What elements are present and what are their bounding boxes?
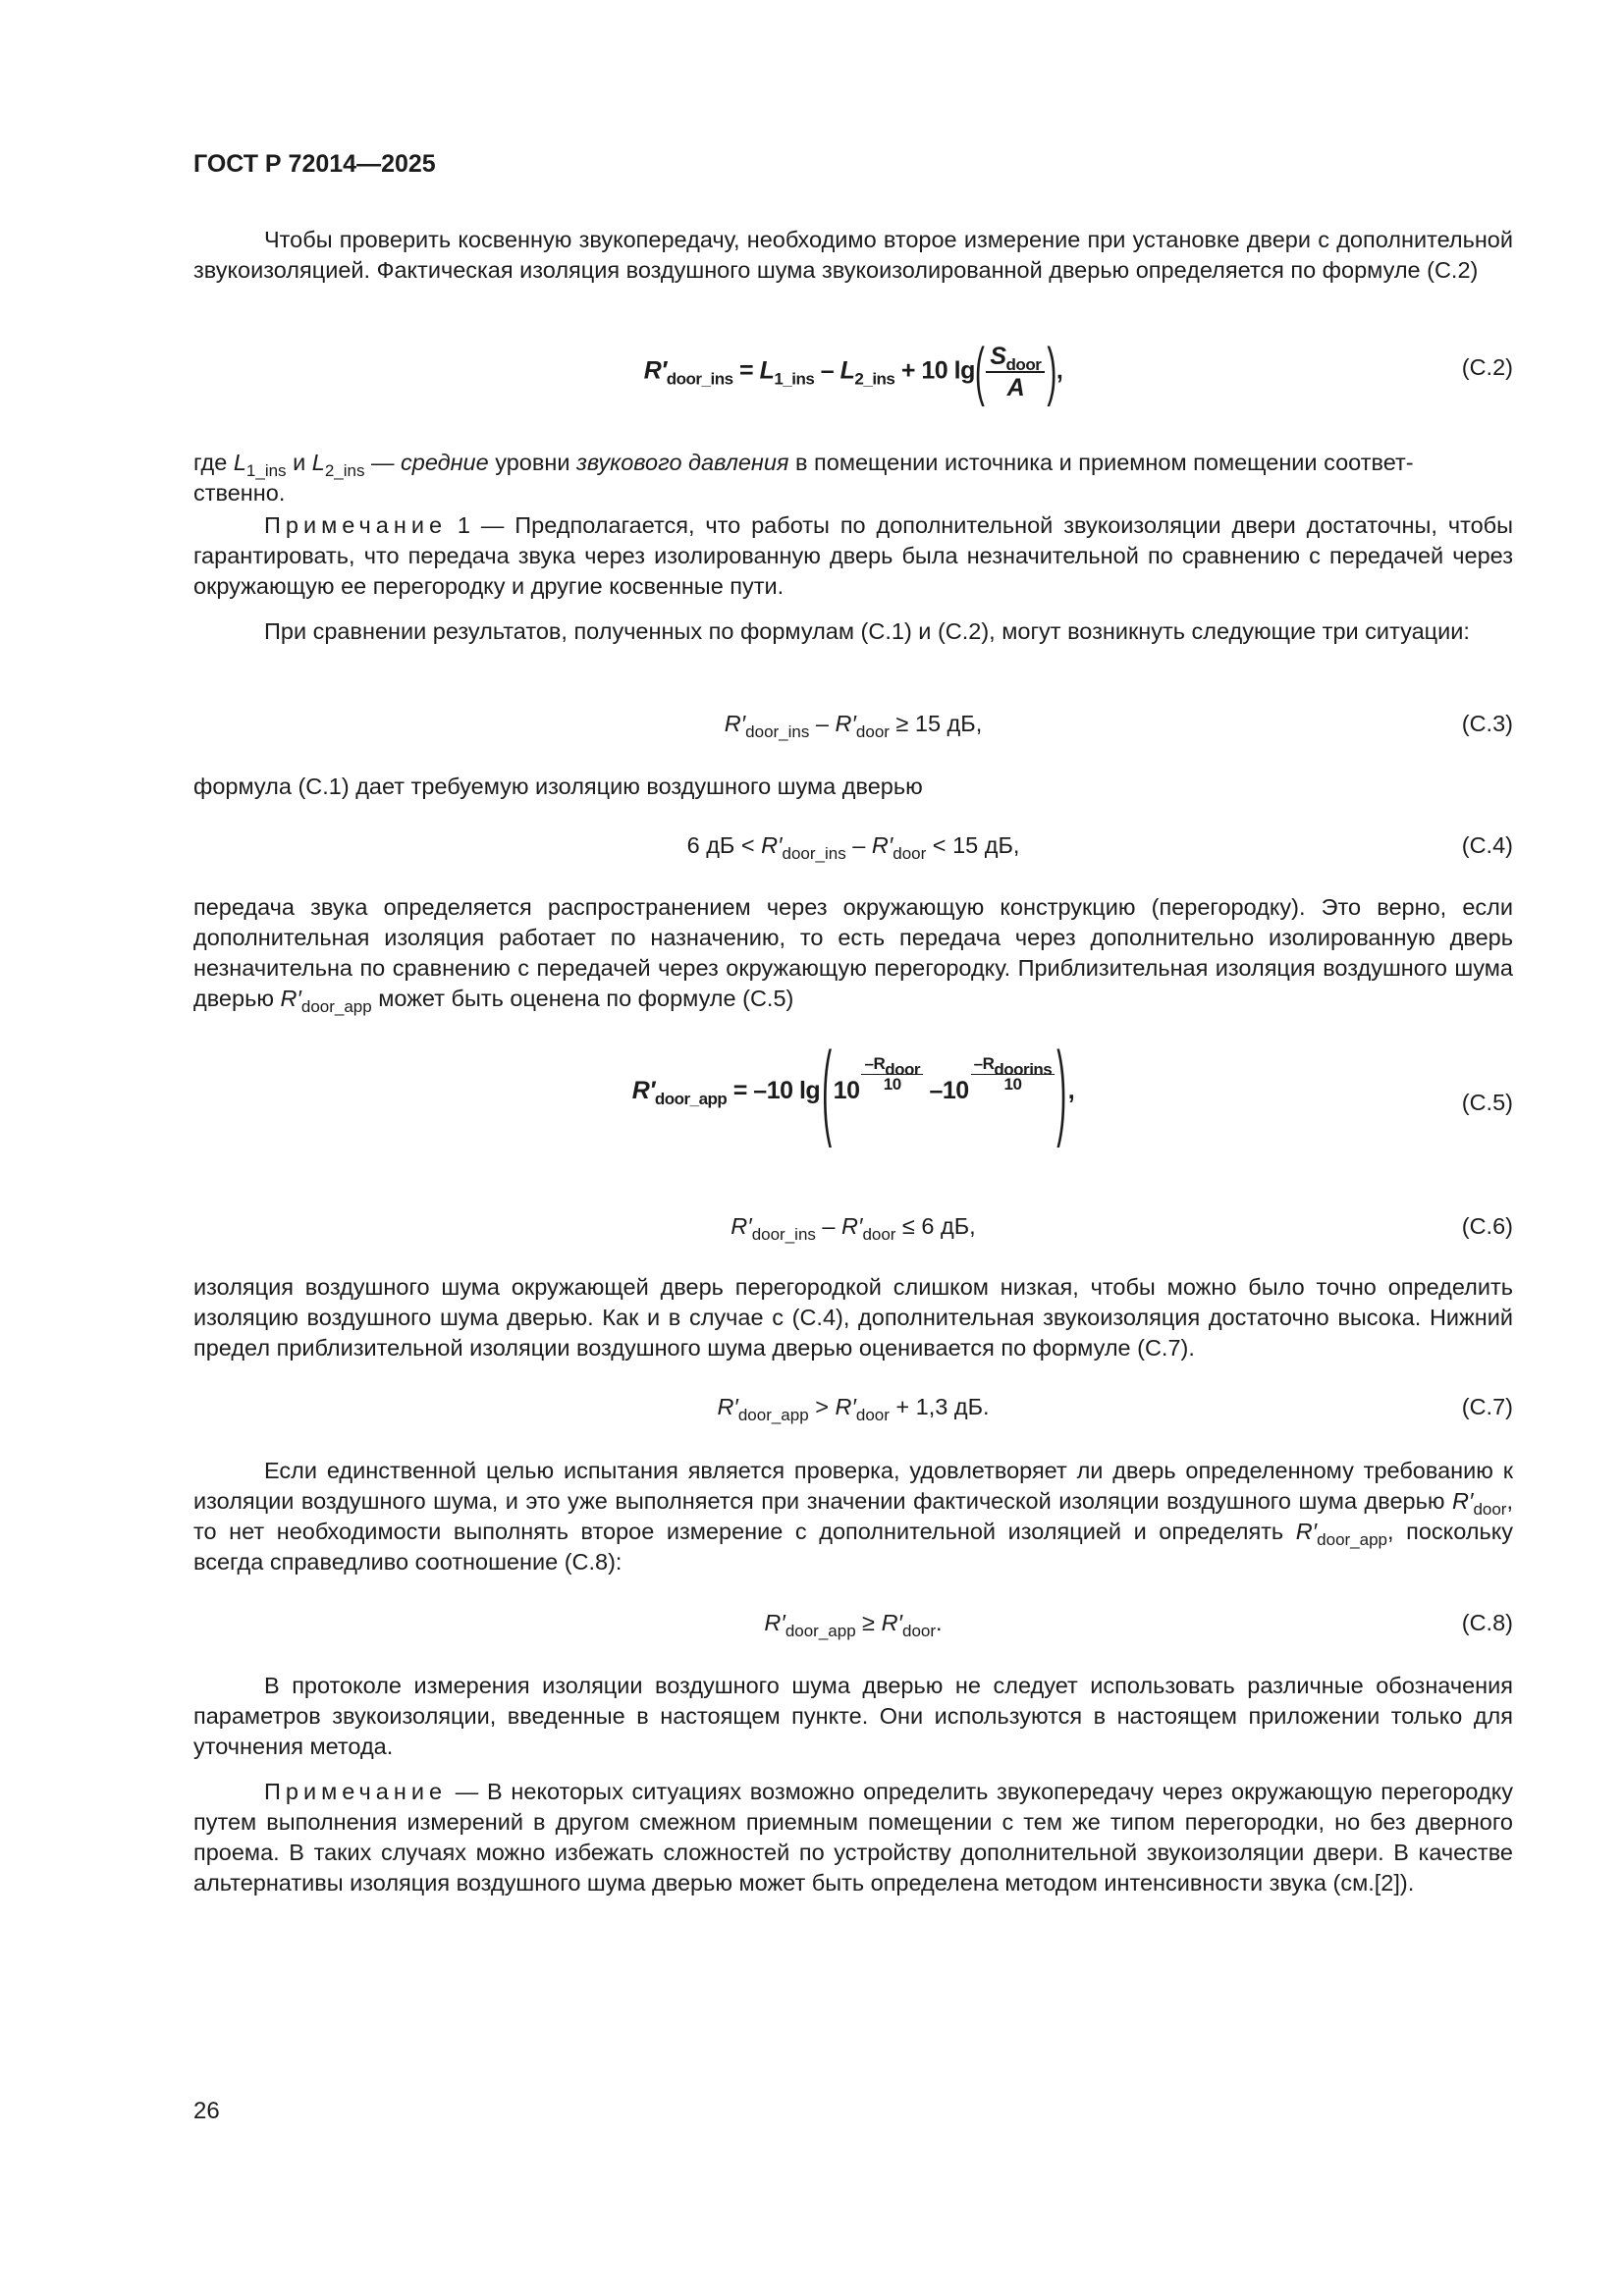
open-paren: ( bbox=[822, 1033, 832, 1150]
page-number: 26 bbox=[193, 2098, 220, 2124]
equation-body: 6 дБ < $R'_{door\_ins} - R'_{door} < 15$ дБ, bbox=[686, 832, 1020, 863]
where-clause bbox=[193, 448, 1513, 508]
equation-c2 bbox=[193, 336, 1513, 408]
equation-number: (С.7) bbox=[1461, 1394, 1513, 1419]
equation-c5 bbox=[193, 1033, 1513, 1164]
equation-number: (С.5) bbox=[1461, 1090, 1513, 1115]
fraction: $\frac{S_{door}}{A}$ bbox=[986, 342, 1045, 402]
open-paren: ( bbox=[974, 336, 985, 408]
exponent-fraction: $\frac{-R_{doorins}}{10}$ bbox=[971, 1054, 1056, 1095]
paragraph-transmission: передача звука определяется распространением через окружающую конструкцию (перегородку). Это верно, если дополнительная изоляция работает по назначению, то есть передача через дополнительно изолированную дверь незначительна по сравнению с передачей через окружающую перегородку. Приблизительная изоляция воздушного шума дверью $R'_{door\_app}$ может быть оценена по формуле (С.5) bbox=[193, 894, 1513, 1016]
equation-body: $R'_{door\_app} = -10$ lg(10 $\frac{-R_{door}}{10}$ –10 $\frac{-R_{doorins}}{10}$ ), bbox=[631, 1033, 1075, 1150]
where-line-2: ственно. bbox=[193, 480, 286, 506]
equation-c8 bbox=[193, 1608, 1513, 1667]
equation-c3 bbox=[193, 709, 1513, 768]
exponent-fraction: $\frac{-R_{door}}{10}$ bbox=[861, 1054, 923, 1095]
note-1: Примечание 1 — Предполагается, что работы по дополнительной звукоизоляции двери достаточны, чтобы гарантировать, что передача звука через изолированную дверь была незначительной по сравнению с передачей через окружающую ее перегородку и другие косвенные пути. bbox=[193, 512, 1513, 599]
equation-c7 bbox=[193, 1392, 1513, 1451]
paragraph-situations: При сравнении результатов, полученных по формулам (С.1) и (С.2), могут возникнуть следующие три ситуации: bbox=[264, 618, 1470, 644]
equation-body: $R'_{door\_ins} - R'_{door} \le 6$ дБ, bbox=[731, 1213, 976, 1244]
note-2: Примечание — В некоторых ситуациях возможно определить звукопередачу через окружающую перегородку путем выполнения измерений в другом смежном приемным помещении с тем же типом перегородки, но без дверного проема. В таких случаях можно избежать сложностей по устройству дополнительной звукоизоляции двери. В качестве альтернативы изоляция воздушного шума дверью может быть определена методом интенсивности звука (см.[2]). bbox=[193, 1779, 1513, 1896]
document-header: ГОСТ Р 72014—2025 bbox=[193, 150, 436, 178]
close-paren: ) bbox=[1047, 336, 1056, 408]
equation-number: (С.6) bbox=[1461, 1213, 1513, 1239]
paragraph-single-goal: Если единственной целью испытания является проверка, удовлетворяет ли дверь определенному требованию к изоляции воздушного шума, и это уже выполняется при значении фактической изоляции воздушного шума дверью $R'_{door}$, то нет необходимости выполнять второе измерение с дополнительной изоляцией и определять $R'_{door\_app}$, поскольку всегда справедливо соотношение (С.8): bbox=[193, 1458, 1514, 1575]
paragraph-intro bbox=[193, 225, 1513, 286]
equation-body: $R'_{door\_app} \ge R'_{door}$. bbox=[764, 1610, 943, 1640]
paragraph-c1-result: формула (С.1) дает требуемую изоляцию воздушного шума дверью bbox=[193, 774, 923, 799]
paragraph-text: Чтобы проверить косвенную звукопередачу, необходимо второе измерение при установке двери с дополнительной звукоизоляцией. Фактическая изоляция воздушного шума звукоизолированной дверью определяется по формуле (С.2) bbox=[193, 227, 1513, 283]
equation-c4 bbox=[193, 830, 1513, 889]
close-paren: ) bbox=[1056, 1033, 1066, 1150]
where-line-1: где $L_{1\_ins}$ и $L_{2\_ins}$ — средние уровни звукового давления в помещении источника и приемном помещении соответ- bbox=[193, 450, 1414, 480]
paragraph-protocol: В протоколе измерения изоляции воздушного шума дверью не следует использовать различные обозначения параметров звукоизоляции, введенные в настоящем пункте. Они используются в настоящем приложении только для уточнения метода. bbox=[193, 1673, 1513, 1759]
paragraph-low-isolation: изоляция воздушного шума окружающей дверь перегородкой слишком низкая, чтобы можно было точно определить изоляцию воздушного шума дверью. Как и в случае с (С.4), дополнительная звукоизоляция достаточно высока. Нижний предел приблизительной изоляции воздушного шума дверью оценивается по формуле (С.7). bbox=[193, 1274, 1513, 1361]
equation-number: (С.3) bbox=[1461, 711, 1513, 736]
equation-body: $R'_{door\_app} > R'_{door} + 1,3$ дБ. bbox=[717, 1394, 990, 1424]
equation-number: (С.2) bbox=[1461, 354, 1513, 380]
equation-number: (С.4) bbox=[1461, 832, 1513, 858]
equation-body: $R'_{door\_ins} = L_{1\_ins} - L_{2\_ins} + 10$ lg( $\frac{S_{door}}{A}$ ), bbox=[643, 336, 1063, 408]
equation-body: $R'_{door\_ins} - R'_{door} \ge 15$ дБ, bbox=[724, 711, 983, 741]
equation-c6 bbox=[193, 1211, 1513, 1270]
note-title: Примечание bbox=[264, 1779, 448, 1804]
equation-number: (С.8) bbox=[1461, 1610, 1513, 1635]
note-title: Примечание bbox=[264, 512, 448, 538]
